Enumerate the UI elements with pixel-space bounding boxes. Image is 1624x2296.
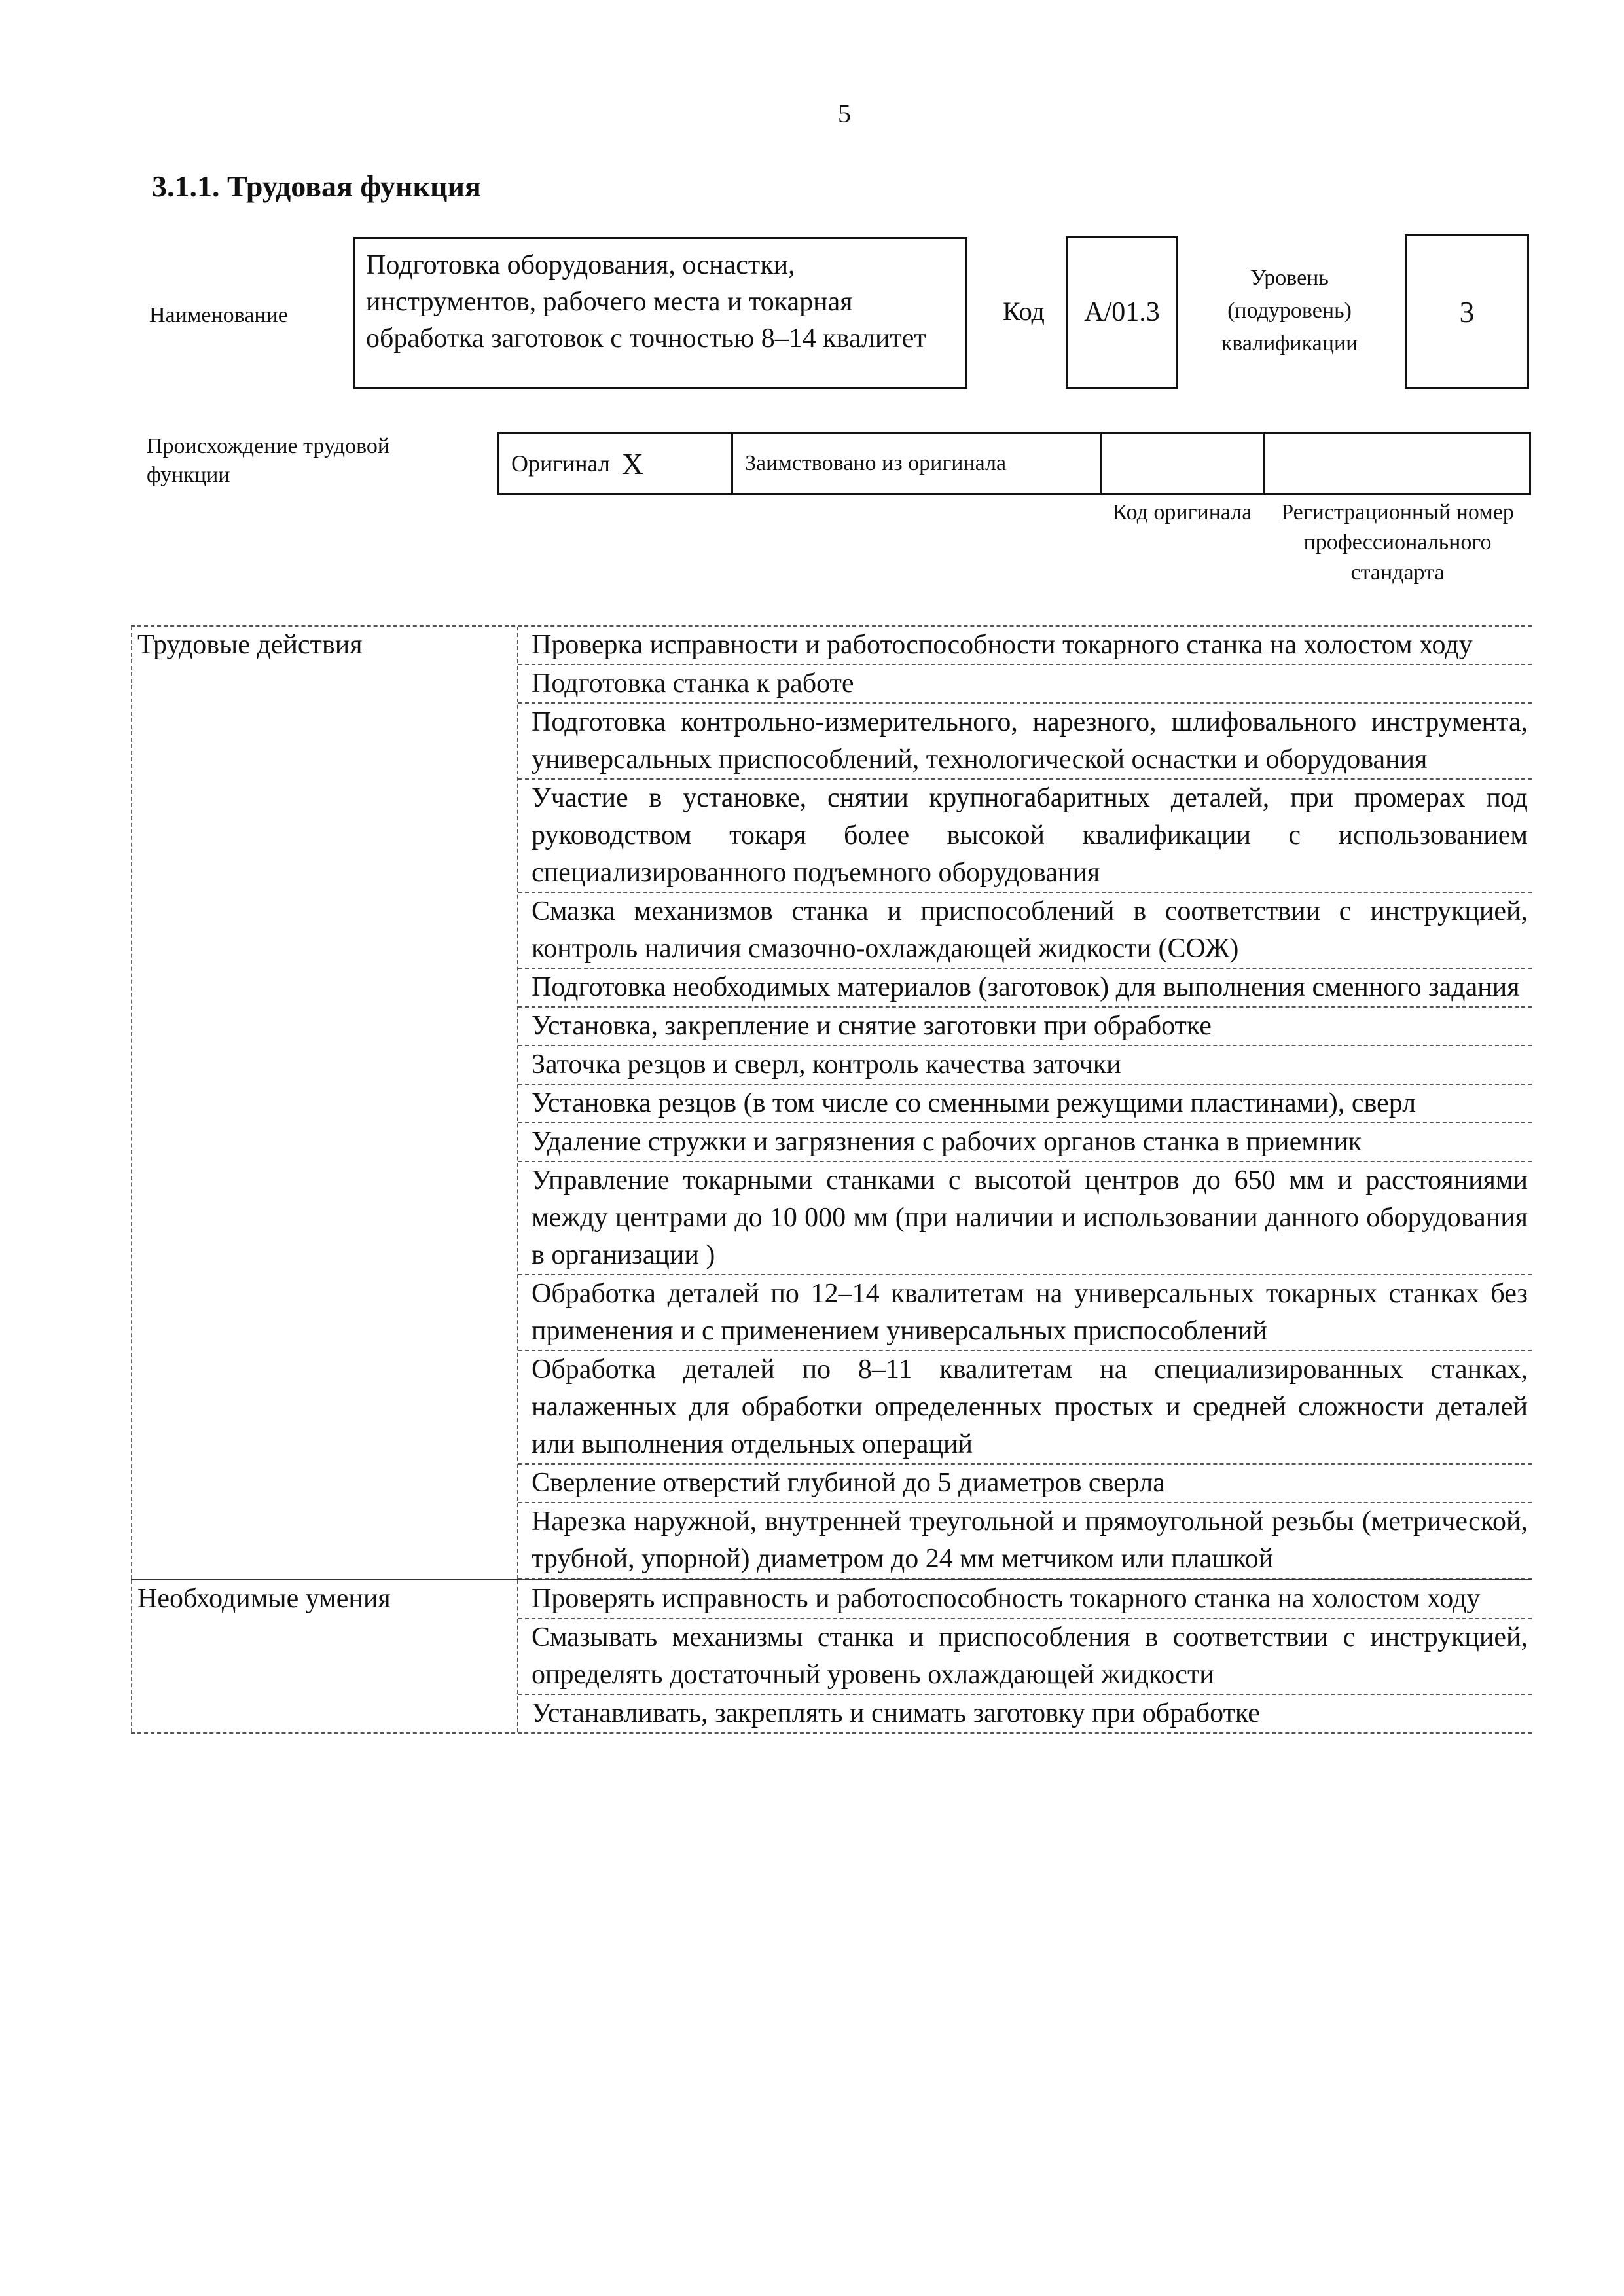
original-label: Оригинал <box>511 450 610 477</box>
section-title: 3.1.1. Трудовая функция <box>152 170 481 203</box>
original-box <box>497 432 733 495</box>
actions-label: Трудовые действия <box>131 627 517 1579</box>
skills-label: Необходимые умения <box>131 1580 517 1732</box>
original-code-box <box>1100 432 1265 495</box>
actions-row <box>131 625 1532 1579</box>
functions-table <box>131 625 1532 1734</box>
list-item: Управление токарными станками с высотой центров до 650 мм и расстояниями между центрами до 10 000 мм (при наличии и использовании данного оборудования в организации ) <box>518 1162 1532 1275</box>
level-value: 3 <box>1459 295 1475 329</box>
list-item: Подготовка станка к работе <box>518 665 1532 704</box>
list-item: Обработка деталей по 8–11 квалитетам на специализированных станках, налаженных для обработки определенных простых и средней сложности деталей или выполнения отдельных операций <box>518 1351 1532 1465</box>
list-item: Подготовка контрольно-измерительного, нарезного, шлифовального инструмента, универсальных приспособлений, технологической оснастки и оборудования <box>518 704 1532 780</box>
actions-list <box>517 627 1532 1579</box>
list-item: Установка резцов (в том числе со сменными режущими пластинами), сверл <box>518 1085 1532 1123</box>
list-item: Проверять исправность и работоспособность токарного станка на холостом ходу <box>518 1580 1532 1619</box>
name-label: Наименование <box>149 303 288 327</box>
reg-caption: Регистрационный номер профессионального стандарта <box>1281 500 1514 585</box>
list-item: Устанавливать, закреплять и снимать заготовку при обработке <box>532 1698 1260 1728</box>
list-item: Смазка механизмов станка и приспособлений в соответствии с инструкцией, контроль наличия смазочно-охлаждающей жидкости (СОЖ) <box>518 893 1532 969</box>
function-name-value: Подготовка оборудования, оснастки, инструментов, рабочего места и токарная обработка заготовок с точностью 8–14 квалитет <box>366 250 926 354</box>
list-item: Смазывать механизмы станка и приспособления в соответствии с инструкцией, определять достаточный уровень охлаждающей жидкости <box>518 1619 1532 1695</box>
skills-row <box>131 1579 1532 1734</box>
borrowed-box <box>731 432 1102 495</box>
origin-label: Происхождение трудовой функции <box>147 434 390 488</box>
code-caption: Код оригинала <box>1112 500 1252 524</box>
list-item: Обработка деталей по 12–14 квалитетам на универсальных токарных станках без применения и с применением универсальных приспособлений <box>518 1275 1532 1351</box>
list-item: Сверление отверстий глубиной до 5 диаметров сверла <box>518 1465 1532 1503</box>
list-item: Заточка резцов и сверл, контроль качества заточки <box>518 1046 1532 1085</box>
reg-number-box <box>1263 432 1531 495</box>
list-item: Проверка исправности и работоспособности токарного станка на холостом ходу <box>518 627 1532 665</box>
level-label: Уровень (подуровень) квалификации <box>1221 266 1358 355</box>
list-item: Установка, закрепление и снятие заготовки при обработке <box>518 1008 1532 1046</box>
borrowed-label: Заимствовано из оригинала <box>745 451 1007 475</box>
list-item: Нарезка наружной, внутренней треугольной и прямоугольной резьбы (метрической, трубной, упорной) диаметром до 24 мм метчиком или плашкой <box>518 1503 1532 1579</box>
code-label: Код <box>1003 297 1045 326</box>
list-item: Участие в установке, снятии крупногабаритных деталей, при промерах под руководством токаря более высокой квалификации с использованием специализированного подъемного оборудования <box>518 780 1532 893</box>
level-box <box>1405 234 1529 389</box>
list-item: Подготовка необходимых материалов (заготовок) для выполнения сменного задания <box>518 969 1532 1008</box>
original-mark: X <box>621 446 644 481</box>
code-box <box>1066 236 1178 389</box>
skills-list <box>517 1580 1532 1732</box>
page-number: 5 <box>838 99 851 128</box>
function-name-box <box>353 237 967 389</box>
code-value: A/01.3 <box>1084 297 1160 327</box>
list-item: Удаление стружки и загрязнения с рабочих органов станка в приемник <box>518 1123 1532 1162</box>
